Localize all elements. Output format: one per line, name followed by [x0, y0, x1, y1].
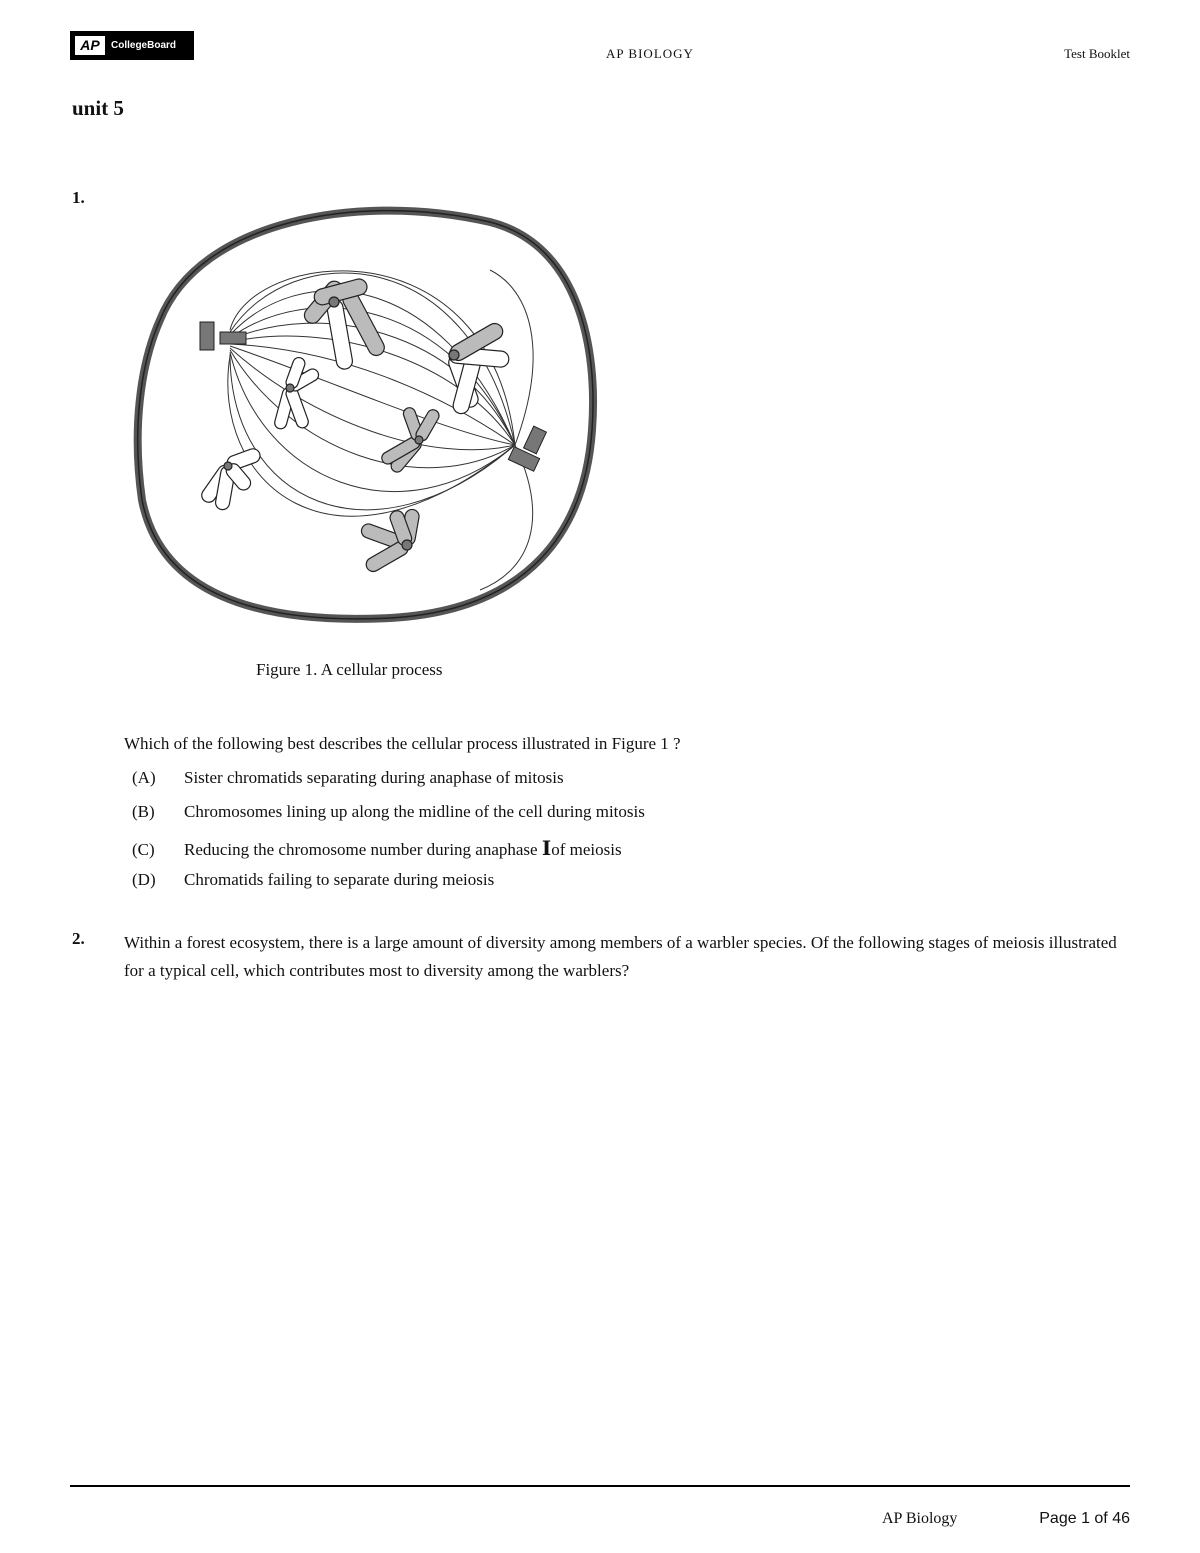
footer-divider — [70, 1485, 1130, 1487]
choice-text: Sister chromatids separating during anaphase of mitosis — [184, 768, 564, 787]
question-2-stem: Within a forest ecosystem, there is a large amount of diversity among members of a warbler species. Of the following stages of meiosis illustrated for a typical cell, which contributes most to diversity among the warblers? — [124, 933, 1117, 980]
choice-d[interactable] — [124, 870, 494, 890]
footer-page-number: Page 1 of 46 — [1039, 1510, 1130, 1527]
choice-letter: (D) — [132, 870, 156, 889]
ap-college-board-logo — [70, 31, 194, 60]
choice-letter: (A) — [132, 768, 156, 787]
choice-b[interactable] — [124, 802, 645, 822]
choice-a[interactable] — [124, 768, 564, 788]
choice-text-after: of meiosis — [551, 840, 622, 859]
choice-text: Chromatids failing to separate during meiosis — [184, 870, 495, 889]
unit-title: unit 5 — [72, 96, 124, 120]
choice-c[interactable] — [124, 836, 622, 860]
question-1-stem: Which of the following best describes the cellular process illustrated in Figure 1 ? — [124, 734, 681, 753]
question-1-number: 1. — [72, 188, 85, 207]
choice-letter: (B) — [132, 802, 155, 821]
roman-numeral-one: I — [541, 836, 552, 860]
choice-letter: (C) — [132, 840, 155, 859]
cell-division-figure — [130, 200, 600, 630]
college-board-wordmark: CollegeBoard — [111, 40, 177, 51]
question-2-number: 2. — [72, 929, 85, 948]
choice-text-before: Reducing the chromosome number during anaphase — [184, 840, 538, 859]
header-booklet-label: Test Booklet — [1064, 46, 1130, 61]
header-subject: AP BIOLOGY — [606, 46, 694, 61]
figure-caption: Figure 1. A cellular process — [256, 660, 443, 679]
choice-text: Chromosomes lining up along the midline of the cell during mitosis — [184, 802, 645, 821]
ap-logo-mark: AP — [75, 36, 105, 55]
footer-course: AP Biology — [882, 1510, 958, 1527]
